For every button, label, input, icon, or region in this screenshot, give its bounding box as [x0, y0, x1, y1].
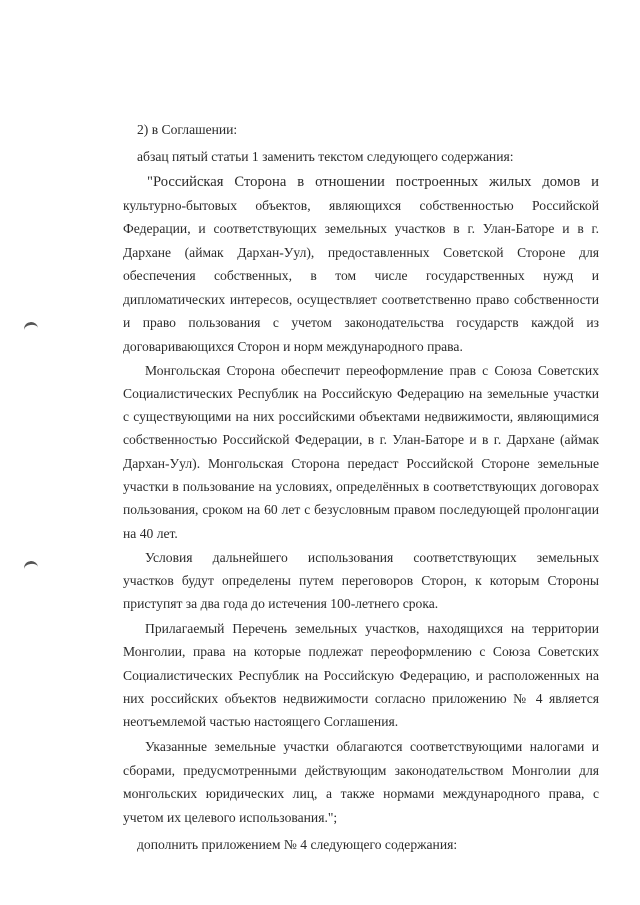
- paragraph-line: культурно-бытовых объектов, являющихся собственностью Российской: [123, 198, 599, 213]
- paragraph-line: Федерации, и соответствующих земельных участков в г. Улан-Баторе и в г.: [123, 221, 599, 236]
- paragraph-line: Монгольская Сторона обеспечит переоформление прав с Союза Советских: [145, 363, 599, 378]
- paragraph-line: на 40 лет.: [123, 526, 178, 541]
- paragraph-line: Условия дальнейшего использования соответствующих земельных: [145, 550, 599, 565]
- paragraph-line: Прилагаемый Перечень земельных участков, находящихся на территории: [145, 621, 599, 636]
- instruction-line: абзац пятый статьи 1 заменить текстом следующего содержания:: [137, 149, 514, 164]
- paragraph-line: неотъемлемой частью настоящего Соглашения.: [123, 714, 399, 729]
- paragraph-line: обеспечения собственных, в том числе государственных нужд и: [123, 268, 599, 283]
- paragraph-line: Дархане (аймак Дархан-Уул), предоставленных Советской Стороне для: [123, 245, 599, 260]
- paragraph-line: монгольских юридических лиц, а также нормами международного права, с: [123, 786, 599, 801]
- paragraph-line: них российских объектов недвижимости согласно приложению № 4 является: [123, 691, 599, 706]
- closing-line: дополнить приложением № 4 следующего содержания:: [137, 837, 458, 852]
- paragraph-line: приступят за два года до истечения 100-летнего срока.: [123, 596, 439, 611]
- punch-hole-mark: [23, 321, 39, 336]
- section-heading: 2) в Соглашении:: [137, 122, 238, 137]
- paragraph-line: Указанные земельные участки облагаются соответствующими налогами и: [145, 739, 599, 754]
- paragraph-line: Дархан-Уул). Монгольская Сторона передаст Российской Стороне земельные: [123, 456, 599, 471]
- paragraph-line: дипломатических интересов, осуществляет соответственно право собственности: [123, 292, 599, 307]
- paragraph-line: Социалистических Республик на Российскую Федерацию, и расположенных на: [123, 668, 599, 683]
- paragraph-line: участков будут определены путем переговоров Сторон, к которым Стороны: [123, 573, 599, 588]
- paragraph-line: Монголии, права на которые подлежат переоформлению с Союза Советских: [123, 644, 599, 659]
- paragraph-line: Социалистических Республик на Российскую Федерацию на земельные участки: [123, 386, 599, 401]
- paragraph-line: сборами, предусмотренными действующим законодательством Монголии для: [123, 763, 599, 778]
- paragraph-line: учетом их целевого использования.";: [123, 810, 338, 825]
- punch-hole-mark: [23, 560, 39, 575]
- paragraph-line: пользования, сроком на 60 лет с безусловным правом последующей пролонгации: [123, 502, 599, 517]
- paragraph-line: с существующими на них российскими объектами недвижимости, являющимися: [123, 409, 599, 424]
- paragraph-line: и право пользования с учетом законодательства государств каждой из: [123, 315, 599, 330]
- paragraph-line: участки в пользование на условиях, определённых в соответствующих договорах: [123, 479, 599, 494]
- paragraph-line: договаривающихся Сторон и норм международного права.: [123, 339, 463, 354]
- paragraph-line: "Российская Сторона в отношении построенных жилых домов и: [147, 174, 599, 190]
- paragraph-line: собственностью Российской Федерации, в г. Улан-Баторе и в г. Дархане (аймак: [123, 432, 599, 447]
